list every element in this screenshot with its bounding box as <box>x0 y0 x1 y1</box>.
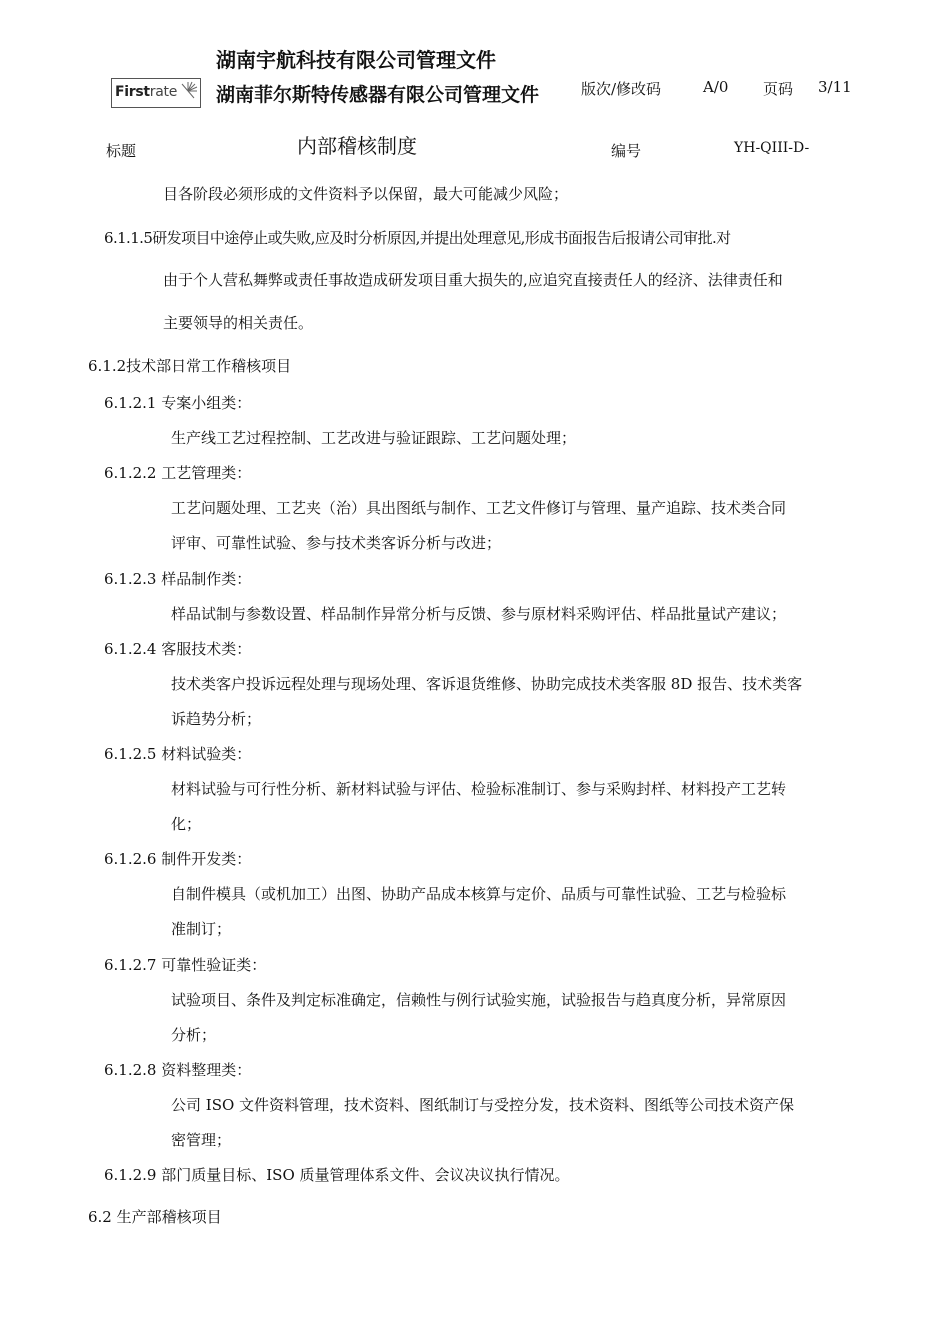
version-value: A/0 <box>703 78 729 96</box>
clause-body: 样品试制与参数设置、样品制作异常分析与反馈、参与原材料采购评估、样品批量试产建议； <box>171 605 787 623</box>
clause-body: 工艺问题处理、工艺夹（治）具出图纸与制作、工艺文件修订与管理、量产追踪、技术类合同 <box>171 499 787 517</box>
company-name-primary: 湖南宇航科技有限公司管理文件 <box>216 48 496 72</box>
clause-6-1-2-6: 6.1.2.6 制件开发类： <box>104 850 252 868</box>
clause-body: 评审、可靠性试验、参与技术类客诉分析与改进； <box>171 534 502 552</box>
clause-body: 公司 ISO 文件资料管理，技术资料、图纸制订与受控分发，技术资料、图纸等公司技术资产保 <box>171 1096 795 1114</box>
title-label: 标题 <box>106 142 137 160</box>
clause-body: 准制订； <box>171 920 232 938</box>
company-name-secondary: 湖南菲尔斯特传感器有限公司管理文件 <box>216 84 540 106</box>
clause-body: 试验项目、条件及判定标准确定，信赖性与例行试验实施，试验报告与趋真度分析，异常原因 <box>171 991 787 1009</box>
clause-body: 分析； <box>171 1026 217 1044</box>
clause-body: 化； <box>171 815 202 833</box>
starburst-logo-icon <box>178 81 198 101</box>
code-value: YH-QIII-D- <box>734 140 810 156</box>
section-heading-6-2: 6.2 生产部稽核项目 <box>88 1208 222 1226</box>
paragraph-line: 目各阶段必须形成的文件资料予以保留，最大可能减少风险； <box>163 185 569 203</box>
clause-body: 密管理； <box>171 1131 232 1149</box>
clause-6-1-2-3: 6.1.2.3 样品制作类： <box>104 570 252 588</box>
page-label: 页码 <box>763 80 794 98</box>
clause-6-1-2-5: 6.1.2.5 材料试验类： <box>104 745 252 763</box>
clause-body: 自制件模具（或机加工）出图、协助产品成本核算与定价、品质与可靠性试验、工艺与检验标 <box>171 885 787 903</box>
clause-body: 诉趋势分析； <box>171 710 262 728</box>
clause-6-1-2-8: 6.1.2.8 资料整理类： <box>104 1061 252 1079</box>
clause-6-1-2-1: 6.1.2.1 专案小组类： <box>104 394 252 412</box>
paragraph-line: 主要领导的相关责任。 <box>163 314 314 332</box>
clause-6-1-2-2: 6.1.2.2 工艺管理类： <box>104 464 252 482</box>
section-heading-6-1-2: 6.1.2技术部日常工作稽核项目 <box>88 357 292 375</box>
clause-body: 生产线工艺过程控制、工艺改进与验证跟踪、工艺问题处理； <box>171 429 577 447</box>
company-logo <box>111 78 201 108</box>
version-label: 版次/修改码 <box>581 80 662 98</box>
clause-6-1-1-5: 6.1.1.5研发项目中途停止或失败,应及时分析原因,并提出处理意见,形成书面报告后报请公司审批.对 <box>104 229 731 247</box>
paragraph-line: 由于个人营私舞弊或责任事故造成研发项目重大损失的,应追究直接责任人的经济、法律责任和 <box>163 271 783 289</box>
clause-body: 技术类客户投诉远程处理与现场处理、客诉退货维修、协助完成技术类客服 8D 报告、技术类客 <box>171 675 803 693</box>
document-title: 内部稽核制度 <box>297 134 417 158</box>
clause-6-1-2-9: 6.1.2.9 部门质量目标、ISO 质量管理体系文件、会议决议执行情况。 <box>104 1166 570 1184</box>
clause-6-1-2-7: 6.1.2.7 可靠性验证类： <box>104 956 267 974</box>
clause-6-1-2-4: 6.1.2.4 客服技术类： <box>104 640 252 658</box>
code-label: 编号 <box>611 142 642 160</box>
logo-text: Firstrate <box>115 84 178 100</box>
page-value: 3/11 <box>818 78 852 96</box>
clause-body: 材料试验与可行性分析、新材料试验与评估、检验标准制订、参与采购封样、材料投产工艺转 <box>171 780 787 798</box>
